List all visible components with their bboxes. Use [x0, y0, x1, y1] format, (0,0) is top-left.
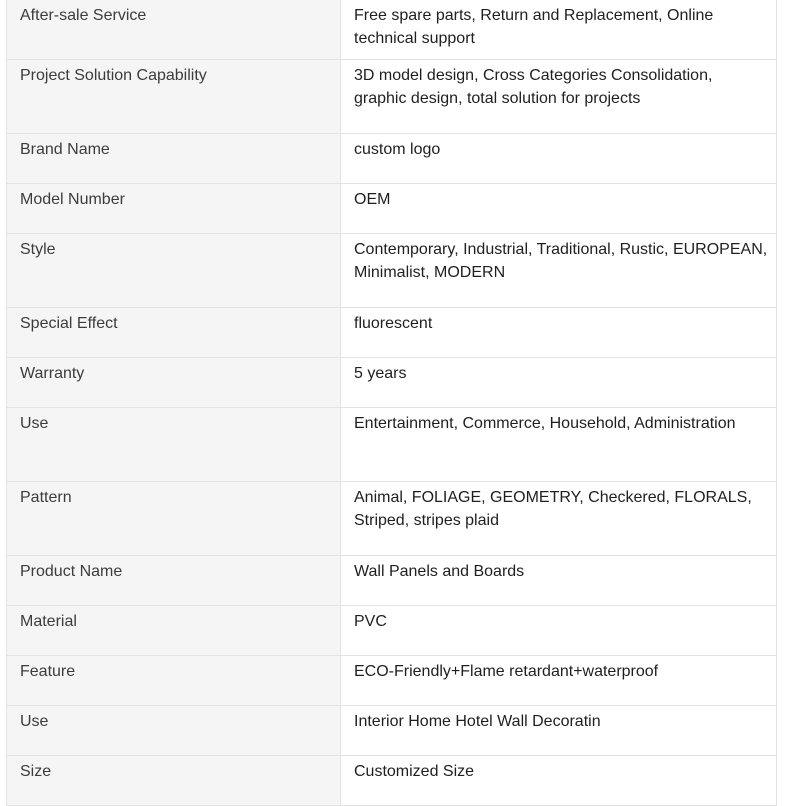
table-row	[7, 556, 777, 606]
spec-value: Customized Size	[341, 756, 777, 806]
spec-value: 5 years	[341, 358, 777, 408]
table-row	[7, 358, 777, 408]
table-row	[7, 756, 777, 806]
table-row	[7, 482, 777, 556]
spec-value: Wall Panels and Boards	[341, 556, 777, 606]
spec-key: Project Solution Capability	[7, 60, 341, 134]
spec-key: Material	[7, 606, 341, 656]
spec-value: 3D model design, Cross Categories Consolidation, graphic design, total solution for projects	[341, 60, 777, 134]
table-row	[7, 60, 777, 134]
spec-key: Special Effect	[7, 308, 341, 358]
spec-value: Entertainment, Commerce, Household, Administration	[341, 408, 777, 482]
table-row	[7, 408, 777, 482]
spec-key: Warranty	[7, 358, 341, 408]
spec-key: After-sale Service	[7, 0, 341, 60]
spec-key: Product Name	[7, 556, 341, 606]
table-row	[7, 134, 777, 184]
table-row	[7, 706, 777, 756]
spec-value: PVC	[341, 606, 777, 656]
spec-value: Interior Home Hotel Wall Decoratin	[341, 706, 777, 756]
table-row	[7, 184, 777, 234]
spec-value: fluorescent	[341, 308, 777, 358]
spec-key: Size	[7, 756, 341, 806]
spec-key: Pattern	[7, 482, 341, 556]
product-spec-table	[6, 0, 777, 806]
spec-key: Use	[7, 706, 341, 756]
spec-value: custom logo	[341, 134, 777, 184]
table-row	[7, 234, 777, 308]
table-row	[7, 606, 777, 656]
spec-value: ECO-Friendly+Flame retardant+waterproof	[341, 656, 777, 706]
spec-key: Use	[7, 408, 341, 482]
spec-key: Brand Name	[7, 134, 341, 184]
spec-value: Contemporary, Industrial, Traditional, Rustic, EUROPEAN, Minimalist, MODERN	[341, 234, 777, 308]
spec-value: OEM	[341, 184, 777, 234]
table-row	[7, 656, 777, 706]
table-row	[7, 0, 777, 60]
spec-key: Style	[7, 234, 341, 308]
table-row	[7, 308, 777, 358]
spec-key: Model Number	[7, 184, 341, 234]
spec-key: Feature	[7, 656, 341, 706]
spec-value: Free spare parts, Return and Replacement, Online technical support	[341, 0, 777, 60]
spec-value: Animal, FOLIAGE, GEOMETRY, Checkered, FLORALS, Striped, stripes plaid	[341, 482, 777, 556]
